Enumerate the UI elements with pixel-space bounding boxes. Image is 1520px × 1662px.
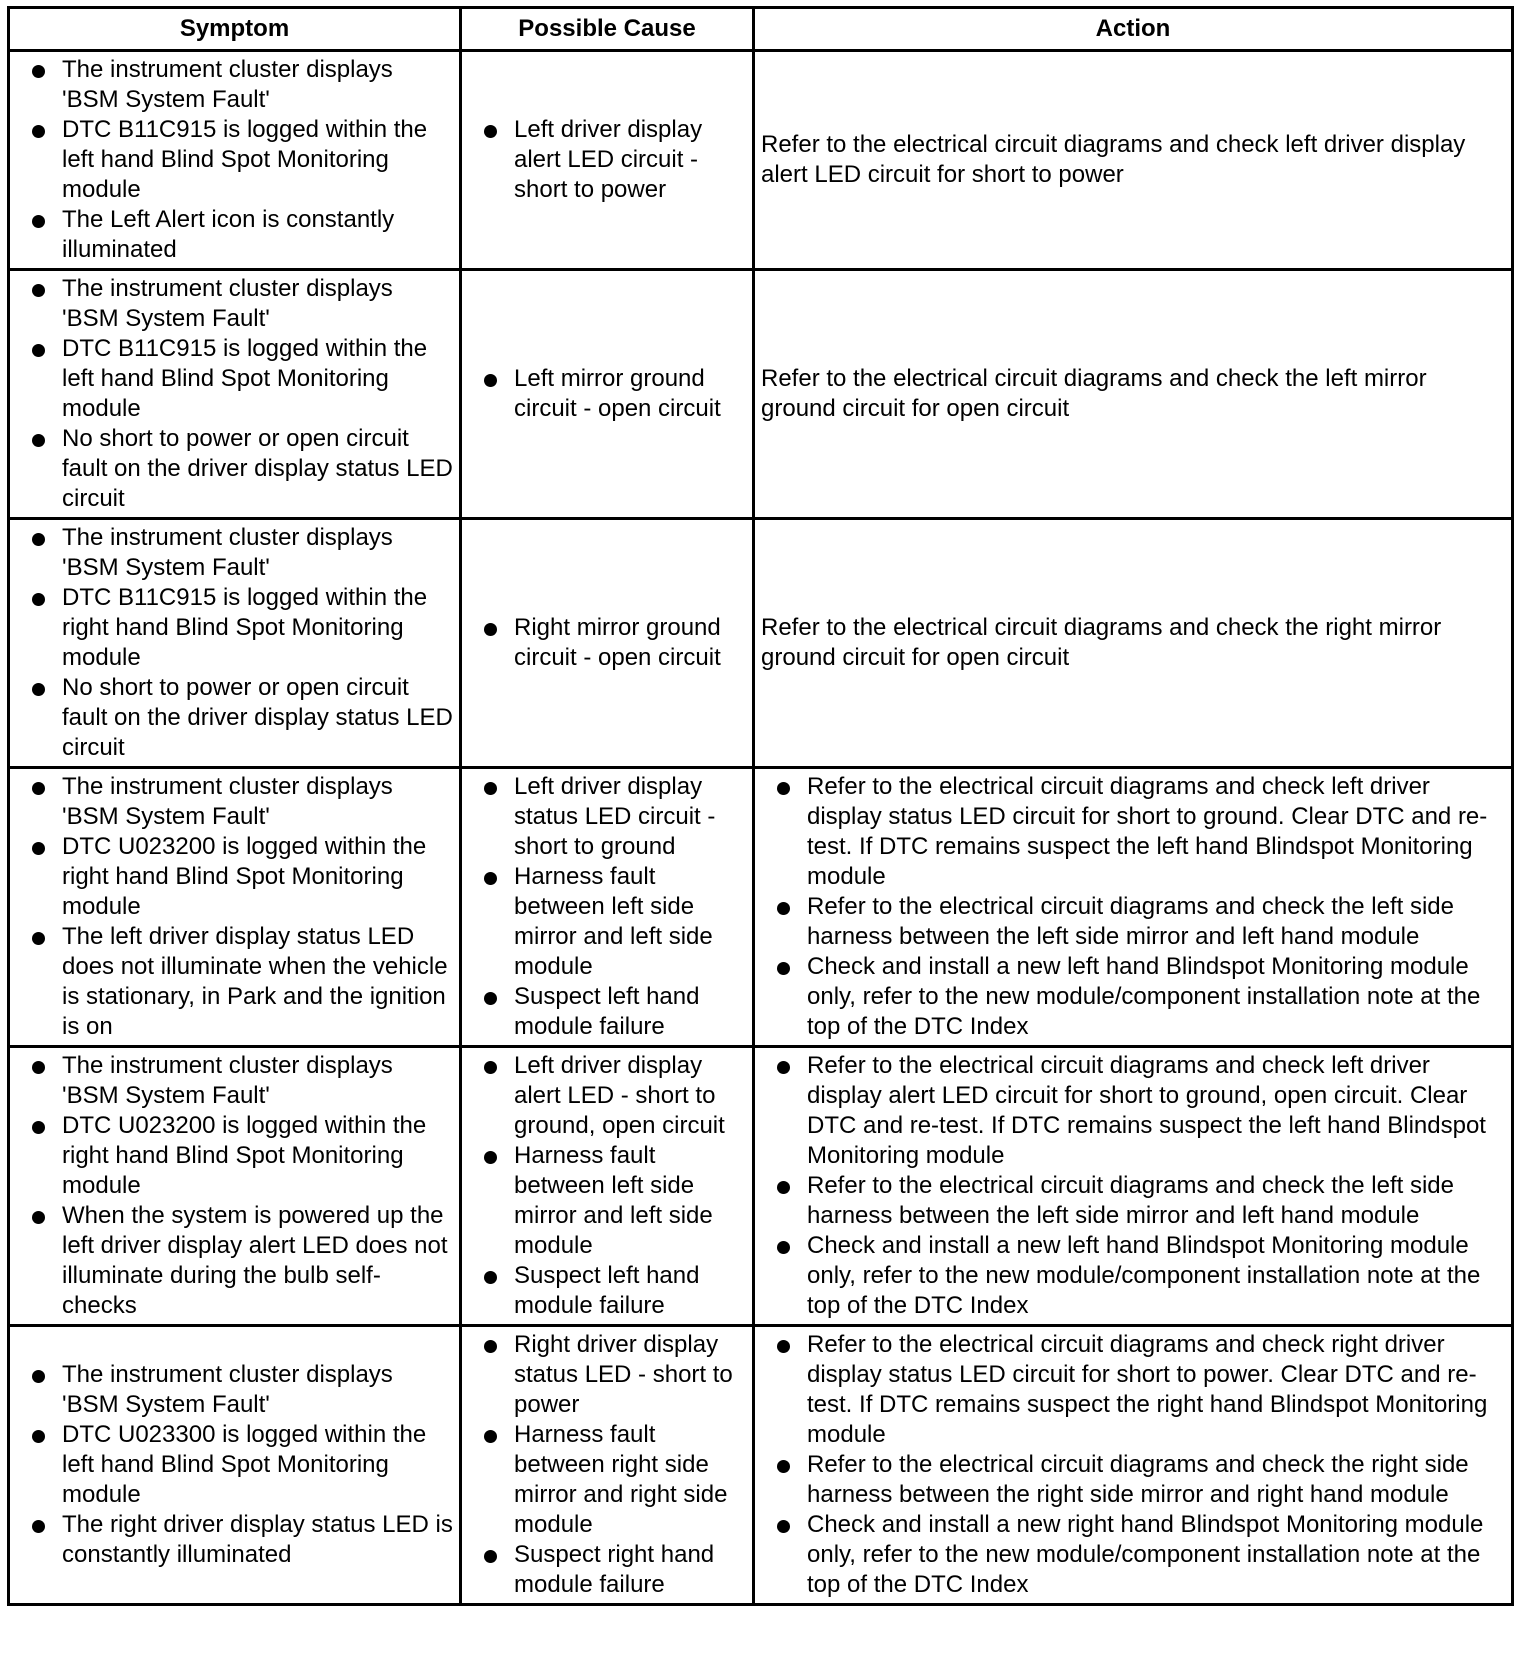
symptom-item: No short to power or open circuit fault on the driver display status LED circuit — [10, 673, 453, 763]
cause-item: Right driver display status LED - short to power — [462, 1330, 746, 1420]
table-row — [9, 270, 1513, 519]
table-row — [9, 768, 1513, 1047]
cause-item: Left driver display alert LED circuit - short to power — [462, 115, 746, 205]
action-text: Refer to the electrical circuit diagrams and check left driver display alert LED circuit for short to power — [761, 131, 1466, 188]
action-cell — [754, 1326, 1513, 1605]
symptom-cell — [9, 270, 461, 519]
header-row — [9, 8, 1513, 51]
symptom-item: The instrument cluster displays 'BSM System Fault' — [10, 772, 453, 832]
action-item: Refer to the electrical circuit diagrams and check left driver display status LED circuit for short to ground. Clear DTC and re-test. If DTC remains suspect the left hand Blindspot Monitoring module — [755, 772, 1505, 892]
symptom-item: The instrument cluster displays 'BSM System Fault' — [10, 1360, 453, 1420]
symptom-item: The instrument cluster displays 'BSM System Fault' — [10, 523, 453, 583]
cause-item: Suspect left hand module failure — [462, 1261, 746, 1321]
cause-item: Left driver display status LED circuit - short to ground — [462, 772, 746, 862]
cause-item: Harness fault between right side mirror and right side module — [462, 1420, 746, 1540]
cause-item: Harness fault between left side mirror and left side module — [462, 862, 746, 982]
symptom-item: The instrument cluster displays 'BSM System Fault' — [10, 55, 453, 115]
action-cell — [754, 51, 1513, 270]
symptom-item: When the system is powered up the left driver display alert LED does not illuminate during the bulb self-checks — [10, 1201, 453, 1321]
diagnostic-table — [7, 6, 1514, 1606]
symptom-item: DTC B11C915 is logged within the left hand Blind Spot Monitoring module — [10, 115, 453, 205]
symptom-item: DTC B11C915 is logged within the right hand Blind Spot Monitoring module — [10, 583, 453, 673]
cause-cell — [461, 270, 754, 519]
action-item: Check and install a new right hand Blindspot Monitoring module only, refer to the new module/component installation note at the top of the DTC Index — [755, 1510, 1505, 1600]
cause-item: Suspect right hand module failure — [462, 1540, 746, 1600]
symptom-item: DTC U023300 is logged within the left hand Blind Spot Monitoring module — [10, 1420, 453, 1510]
action-item: Refer to the electrical circuit diagrams and check right driver display status LED circuit for short to power. Clear DTC and re-test. If DTC remains suspect the right hand Blindspot Monitoring module — [755, 1330, 1505, 1450]
action-item: Check and install a new left hand Blindspot Monitoring module only, refer to the new module/component installation note at the top of the DTC Index — [755, 952, 1505, 1042]
symptom-item: DTC U023200 is logged within the right hand Blind Spot Monitoring module — [10, 832, 453, 922]
action-cell — [754, 768, 1513, 1047]
symptom-item: DTC U023200 is logged within the right hand Blind Spot Monitoring module — [10, 1111, 453, 1201]
action-cell — [754, 270, 1513, 519]
symptom-cell — [9, 519, 461, 768]
action-item: Refer to the electrical circuit diagrams and check left driver display alert LED circuit for short to ground, open circuit. Clear DTC and re-test. If DTC remains suspect the left hand Blindspot Monitoring module — [755, 1051, 1505, 1171]
symptom-cell — [9, 51, 461, 270]
symptom-item: No short to power or open circuit fault on the driver display status LED circuit — [10, 424, 453, 514]
symptom-item: The instrument cluster displays 'BSM System Fault' — [10, 1051, 453, 1111]
cause-item: Left mirror ground circuit - open circuit — [462, 364, 746, 424]
action-item: Refer to the electrical circuit diagrams and check the right side harness between the right side mirror and right hand module — [755, 1450, 1505, 1510]
symptom-item: DTC B11C915 is logged within the left hand Blind Spot Monitoring module — [10, 334, 453, 424]
action-item: Refer to the electrical circuit diagrams and check the left side harness between the left side mirror and left hand module — [755, 892, 1505, 952]
action-cell — [754, 519, 1513, 768]
symptom-item: The instrument cluster displays 'BSM System Fault' — [10, 274, 453, 334]
cause-cell — [461, 768, 754, 1047]
cause-item: Left driver display alert LED - short to ground, open circuit — [462, 1051, 746, 1141]
header-symptom: Symptom — [9, 8, 461, 51]
cause-cell — [461, 1326, 754, 1605]
cause-cell — [461, 519, 754, 768]
action-item: Refer to the electrical circuit diagrams and check the left side harness between the left side mirror and left hand module — [755, 1171, 1505, 1231]
cause-item: Suspect left hand module failure — [462, 982, 746, 1042]
symptom-cell — [9, 768, 461, 1047]
header-possible-cause: Possible Cause — [461, 8, 754, 51]
symptom-cell — [9, 1326, 461, 1605]
action-text: Refer to the electrical circuit diagrams and check the right mirror ground circuit for open circuit — [761, 614, 1442, 671]
symptom-item: The left driver display status LED does not illuminate when the vehicle is stationary, in Park and the ignition is on — [10, 922, 453, 1042]
cause-cell — [461, 1047, 754, 1326]
symptom-item: The right driver display status LED is constantly illuminated — [10, 1510, 453, 1570]
action-item: Check and install a new left hand Blindspot Monitoring module only, refer to the new module/component installation note at the top of the DTC Index — [755, 1231, 1505, 1321]
table-row — [9, 1047, 1513, 1326]
table-row — [9, 1326, 1513, 1605]
symptom-cell — [9, 1047, 461, 1326]
action-text: Refer to the electrical circuit diagrams and check the left mirror ground circuit for open circuit — [761, 365, 1427, 422]
header-action: Action — [754, 8, 1513, 51]
cause-item: Right mirror ground circuit - open circuit — [462, 613, 746, 673]
symptom-item: The Left Alert icon is constantly illuminated — [10, 205, 453, 265]
table-row — [9, 51, 1513, 270]
cause-item: Harness fault between left side mirror and left side module — [462, 1141, 746, 1261]
action-cell — [754, 1047, 1513, 1326]
cause-cell — [461, 51, 754, 270]
table-row — [9, 519, 1513, 768]
